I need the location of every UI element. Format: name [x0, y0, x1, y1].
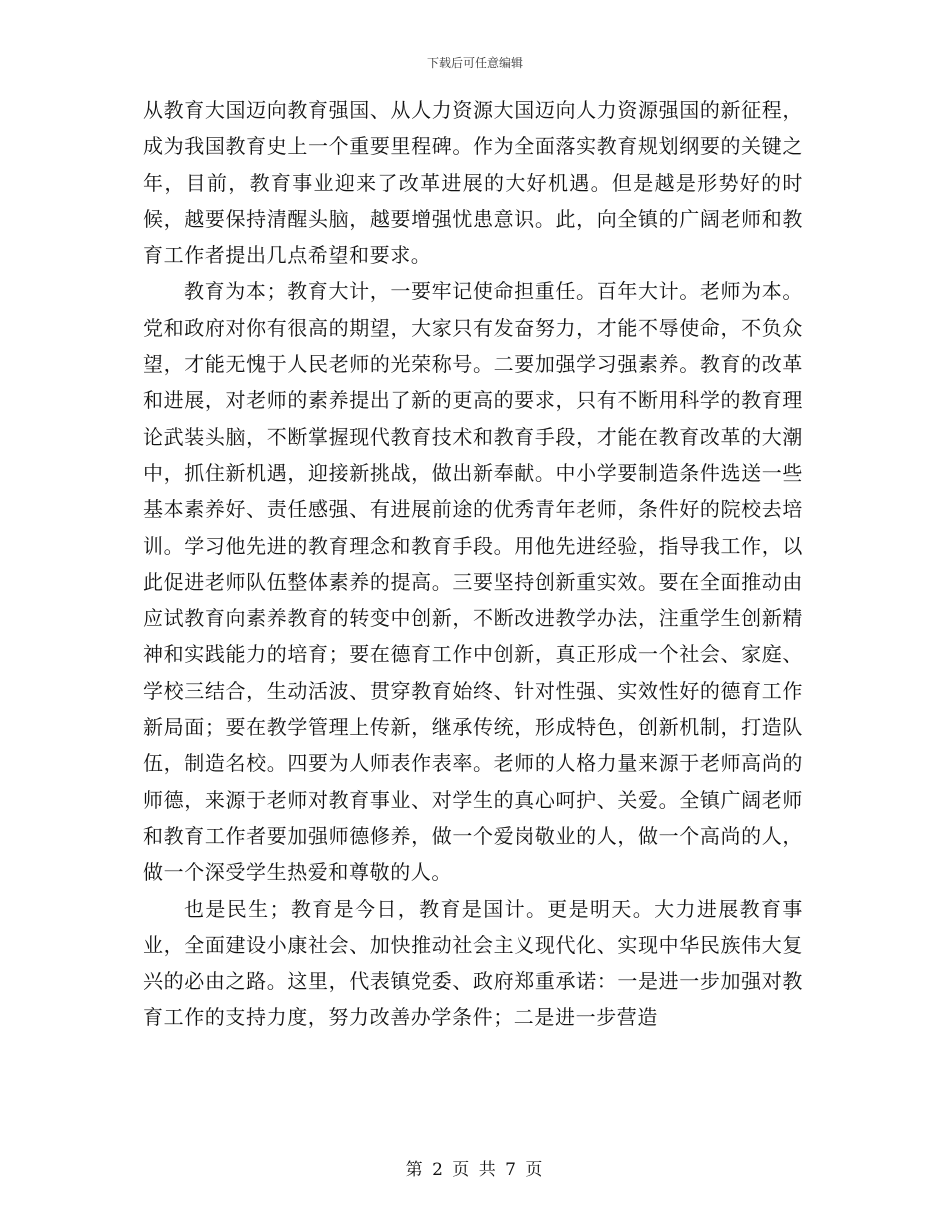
paragraph-1: 从教育大国迈向教育强国、从人力资源大国迈向人力资源强国的新征程，成为我国教育史上一个重要里程碑。作为全面落实教育规划纲要的关键之年，目前，教育事业迎来了改革进展的大好机遇。但是越是形势好的时候，越要保持清醒头脑，越要增强忧患意识。此，向全镇的广阔老师和教育工作者提出几点希望和要求。	[143, 98, 803, 268]
document-body	[143, 92, 803, 1036]
paragraph-3: 也是民生；教育是今日，教育是国计。更是明天。大力进展教育事业，全面建设小康社会、加快推动社会主义现代化、实现中华民族伟大复兴的必由之路。这里，代表镇党委、政府郑重承诺：一是进一步加强对教育工作的支持力度，努力改善办学条件；二是进一步营造	[143, 896, 803, 1030]
page-number-footer: 第 2 页 共 7 页	[405, 1160, 545, 1180]
paragraph-2: 教育为本；教育大计，一要牢记使命担重任。百年大计。老师为本。党和政府对你有很高的期望，大家只有发奋努力，才能不辱使命，不负众望，才能无愧于人民老师的光荣称号。二要加强学习强素养。教育的改革和进展，对老师的素养提出了新的更高的要求，只有不断用科学的教育理论武装头脑，不断掌握现代教育技术和教育手段，才能在教育改革的大潮中，抓住新机遇，迎接新挑战，做出新奉献。中小学要制造条件选送一些基本素养好、责任感强、有进展前途的优秀青年老师，条件好的院校去培训。学习他先进的教育理念和教育手段。用他先进经验，指导我工作，以此促进老师队伍整体素养的提高。三要坚持创新重实效。要在全面推动由应试教育向素养教育的转变中创新，不断改进教学办法，注重学生创新精神和实践能力的培育；要在德育工作中创新，真正形成一个社会、家庭、学校三结合，生动活波、贯穿教育始终、针对性强、实效性好的德育工作新局面；要在教学管理上传新，继承传统，形成特色，创新机制，打造队伍，制造名校。四要为人师表作表率。老师的人格力量来源于老师高尚的师德，来源于老师对教育事业、对学生的真心呵护、关爱。全镇广阔老师和教育工作者要加强师德修养，做一个爱岗敬业的人，做一个高尚的人，做一个深受学生热爱和尊敬的人。	[143, 279, 803, 885]
page-header-note: 下载后可任意编辑	[426, 56, 523, 70]
